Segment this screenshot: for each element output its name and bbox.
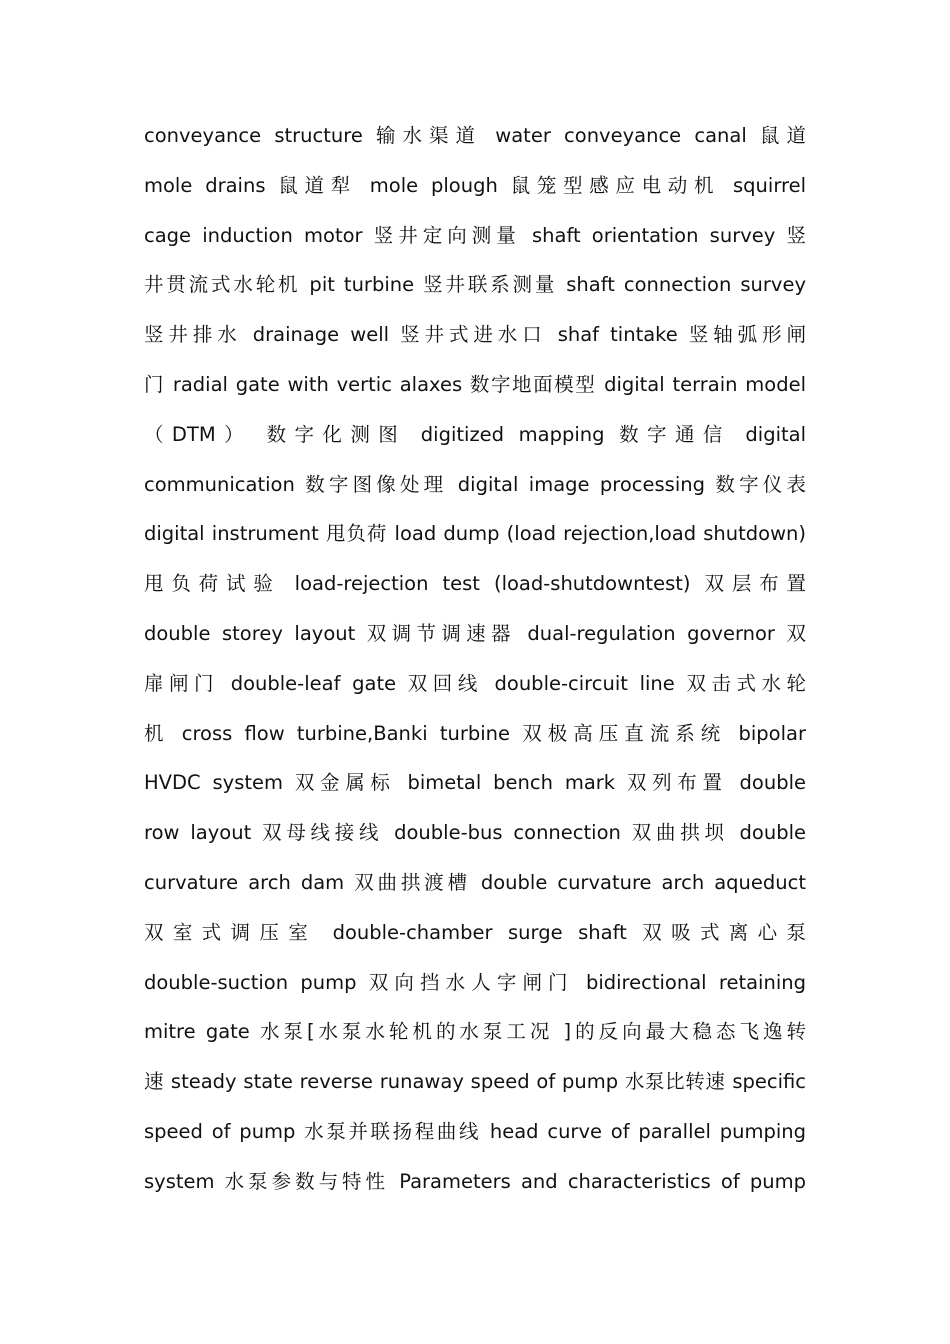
text-line: mitre gate 水泵[水泵水轮机的水泵工况 ]的反向最大稳态飞逸转 [144, 1020, 806, 1044]
text-line: 双室式调压室 double-chamber surge shaft 双吸式离心泵 [144, 920, 806, 944]
text-line: mole drains 鼠道犁 mole plough 鼠笼型感应电动机 squirrel [144, 173, 806, 197]
document-body [144, 111, 806, 1207]
text-line: 速 steady state reverse runaway speed of pump 水泵比转速 specific [144, 1070, 806, 1094]
text-line: 甩负荷试验 load-rejection test (load-shutdowntest) 双层布置 [144, 572, 806, 596]
text-line: cage induction motor 竖井定向测量 shaft orientation survey 竖 [144, 223, 806, 247]
text-line: conveyance structure 输水渠道 water conveyance canal 鼠道 [144, 124, 806, 147]
text-line: 机 cross flow turbine,Banki turbine 双极高压直流系统 bipolar [144, 721, 806, 745]
text-line: （DTM） 数字化测图 digitized mapping 数字通信 digital [144, 422, 806, 446]
text-line: digital instrument 甩负荷 load dump (load rejection,load shutdown) [144, 522, 806, 546]
text-line: row layout 双母线接线 double-bus connection 双曲拱坝 double [144, 821, 806, 845]
text-line: system 水泵参数与特性 Parameters and characteristics of pump [144, 1169, 806, 1193]
text-line: 门 radial gate with vertic alaxes 数字地面模型 digital terrain model [144, 372, 806, 396]
text-line: 竖井排水 drainage well 竖井式进水口 shaf tintake 竖轴弧形闸 [144, 323, 806, 347]
text-line: HVDC system 双金属标 bimetal bench mark 双列布置 double [144, 771, 806, 795]
text-line: 扉闸门 double-leaf gate 双回线 double-circuit line 双击式水轮 [144, 671, 806, 695]
text-line: speed of pump 水泵并联扬程曲线 head curve of parallel pumping [144, 1119, 806, 1143]
text-line: communication 数字图像处理 digital image processing 数字仪表 [144, 472, 806, 496]
text-line: 井贯流式水轮机 pit turbine 竖井联系测量 shaft connection survey [144, 273, 806, 297]
text-line: curvature arch dam 双曲拱渡槽 double curvature arch aqueduct [144, 870, 806, 894]
text-line: double storey layout 双调节调速器 dual-regulation governor 双 [144, 621, 806, 645]
text-line: double-suction pump 双向挡水人字闸门 bidirectional retaining [144, 970, 806, 994]
